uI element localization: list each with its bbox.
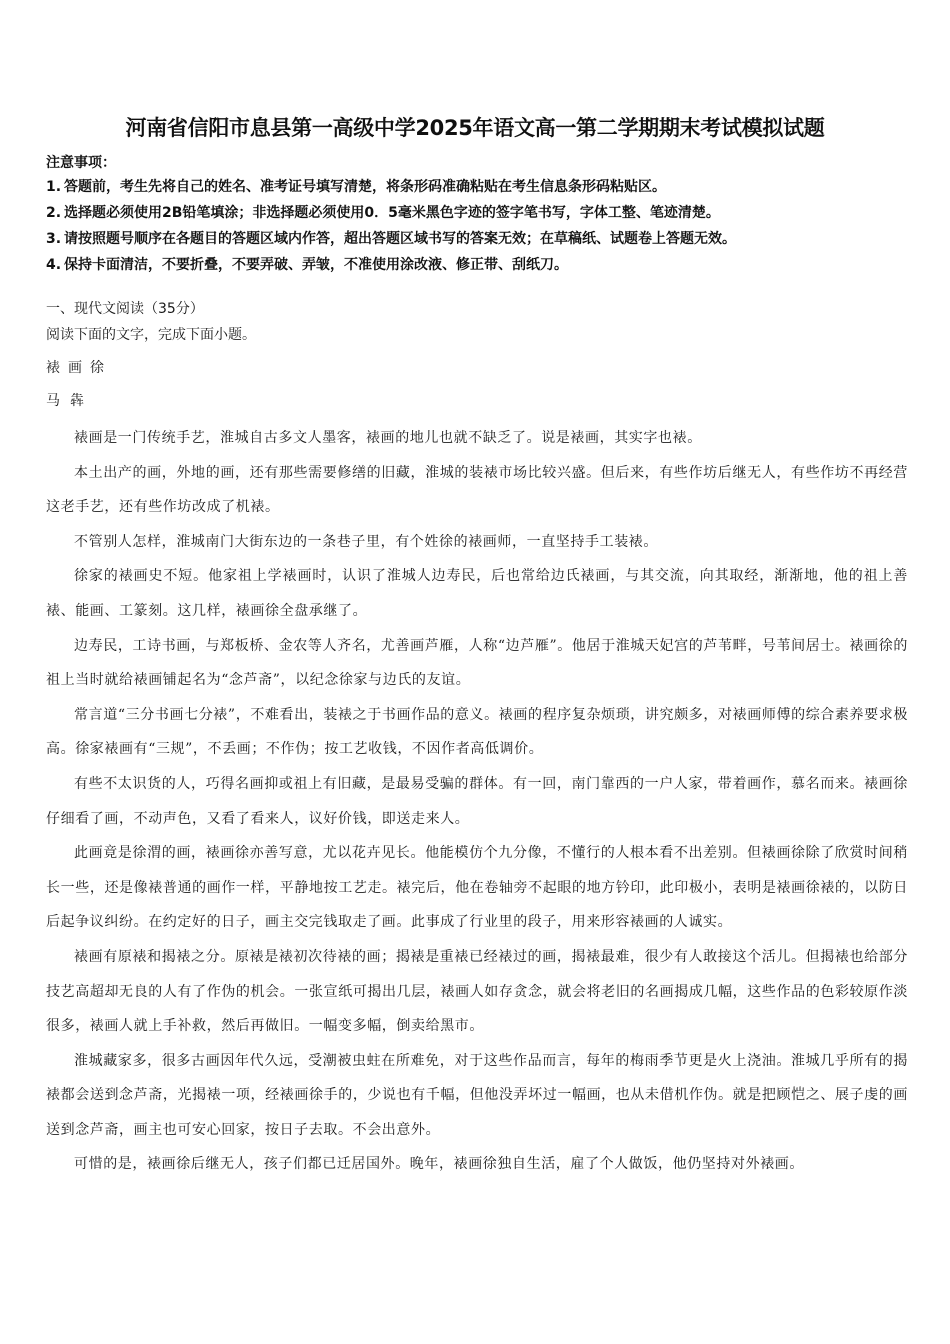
notice-block [46, 152, 916, 278]
section-heading: 一、现代文阅读（35分） [46, 301, 204, 317]
story-title: 裱画徐 [46, 360, 112, 376]
paragraph: 边寿民，工诗书画，与郑板桥、金农等人齐名，尤善画芦雁，人称“边芦雁”。他居于淮城天妃宫的芦苇畔，号苇间居士。裱画徐的祖上当时就给裱画铺起名为“念芦斋”，以纪念徐家与边氏的友谊。 [46, 637, 908, 689]
notice-item-number: 3. [46, 231, 62, 247]
notice-item [46, 200, 916, 226]
paragraph: 有些不太识货的人，巧得名画抑或祖上有旧藏，是最易受骗的群体。有一回，南门靠西的一户人家，带着画作，慕名而来。裱画徐仔细看了画，不动声色，又看了看来人，议好价钱，即送走来人。 [46, 775, 908, 827]
notice-item-number: 4. [46, 257, 62, 273]
story-author: 马犇 [46, 393, 94, 409]
paragraph: 裱画是一门传统手艺，淮城自古多文人墨客，裱画的地儿也就不缺乏了。说是裱画，其实字也裱。 [74, 430, 702, 446]
paragraph: 常言道“三分书画七分裱”，不难看出，装裱之于书画作品的意义。裱画的程序复杂烦琐，讲究颇多，对裱画师傅的综合素养要求极高。徐家裱画有“三规”，不丢画；不作伪；按工艺收钱，不因作者高低调价。 [46, 706, 908, 758]
notice-item [46, 174, 916, 200]
paragraph: 可惜的是，裱画徐后继无人，孩子们都已迁居国外。晚年，裱画徐独自生活，雇了个人做饭，他仍坚持对外裱画。 [74, 1156, 804, 1173]
notice-heading: 注意事项： [46, 155, 116, 171]
notice-item-text: 保持卡面清洁，不要折叠，不要弄破、弄皱，不准使用涂改液、修正带、刮纸刀。 [64, 257, 568, 273]
paragraph: 本土出产的画，外地的画，还有那些需要修缮的旧藏，淮城的装裱市场比较兴盛。但后来，有些作坊后继无人，有些作坊不再经营这老手艺，还有些作坊改成了机裱。 [46, 464, 908, 516]
paragraph: 裱画有原裱和揭裱之分。原裱是裱初次待裱的画；揭裱是重裱已经裱过的画，揭裱最难，很少有人敢接这个活儿。但揭裱也给部分技艺高超却无良的人有了作伪的机会。一张宣纸可揭出几层，裱画人如存贪念，就会将老旧的名画揭成几幅，这些作品的色彩较原作淡很多，裱画人就上手补救，然后再做旧。一幅变多幅，倒卖给黑市。 [46, 948, 908, 1035]
notice-item [46, 252, 916, 278]
exam-title: 河南省信阳市息县第一高级中学2025年语文高一第二学期期末考试模拟试题 [125, 116, 825, 140]
notice-item-text: 答题前，考生先将自己的姓名、准考证号填写清楚，将条形码准确粘贴在考生信息条形码粘贴区。 [64, 179, 666, 195]
paragraph: 此画竟是徐渭的画，裱画徐亦善写意，尤以花卉见长。他能模仿个九分像，不懂行的人根本看不出差别。但裱画徐除了欣赏时间稍长一些，还是像裱普通的画作一样，平静地按工艺走。裱完后，他在卷轴旁不起眼的地方钤印，此印极小，表明是裱画徐裱的，以防日后起争议纠纷。在约定好的日子，画主交完钱取走了画。此事成了行业里的段子，用来形容裱画的人诚实。 [46, 845, 908, 931]
paragraph: 不管别人怎样，淮城南门大街东边的一条巷子里，有个姓徐的裱画师，一直坚持手工装裱。 [74, 533, 658, 550]
notice-item-text: 选择题必须使用2B铅笔填涂；非选择题必须使用0．5毫米黑色字迹的签字笔书写，字体工整、笔迹清楚。 [64, 205, 720, 221]
paragraph: 徐家的裱画史不短。他家祖上学裱画时，认识了淮城人边寿民，后也常给边氏裱画，与其交流，向其取经，渐渐地，他的祖上善裱、能画、工篆刻。这几样，裱画徐全盘承继了。 [46, 568, 908, 619]
story-body [46, 421, 908, 1182]
notice-item-number: 2. [46, 205, 62, 221]
notice-item-text: 请按照题号顺序在各题目的答题区域内作答，超出答题区域书写的答案无效；在草稿纸、试题卷上答题无效。 [64, 231, 736, 247]
notice-item [46, 226, 916, 252]
paragraph: 淮城藏家多，很多古画因年代久远，受潮被虫蛀在所难免，对于这些作品而言，每年的梅雨季节更是火上浇油。淮城几乎所有的揭裱都会送到念芦斋，光揭裱一项，经裱画徐手的，少说也有千幅，但他没弄坏过一幅画，也从未借机作伪。就是把顾恺之、展子虔的画送到念芦斋，画主也可安心回家，按日子去取。不会出意外。 [46, 1052, 908, 1138]
reading-instruction: 阅读下面的文字，完成下面小题。 [46, 327, 256, 343]
notice-item-number: 1. [46, 179, 62, 195]
